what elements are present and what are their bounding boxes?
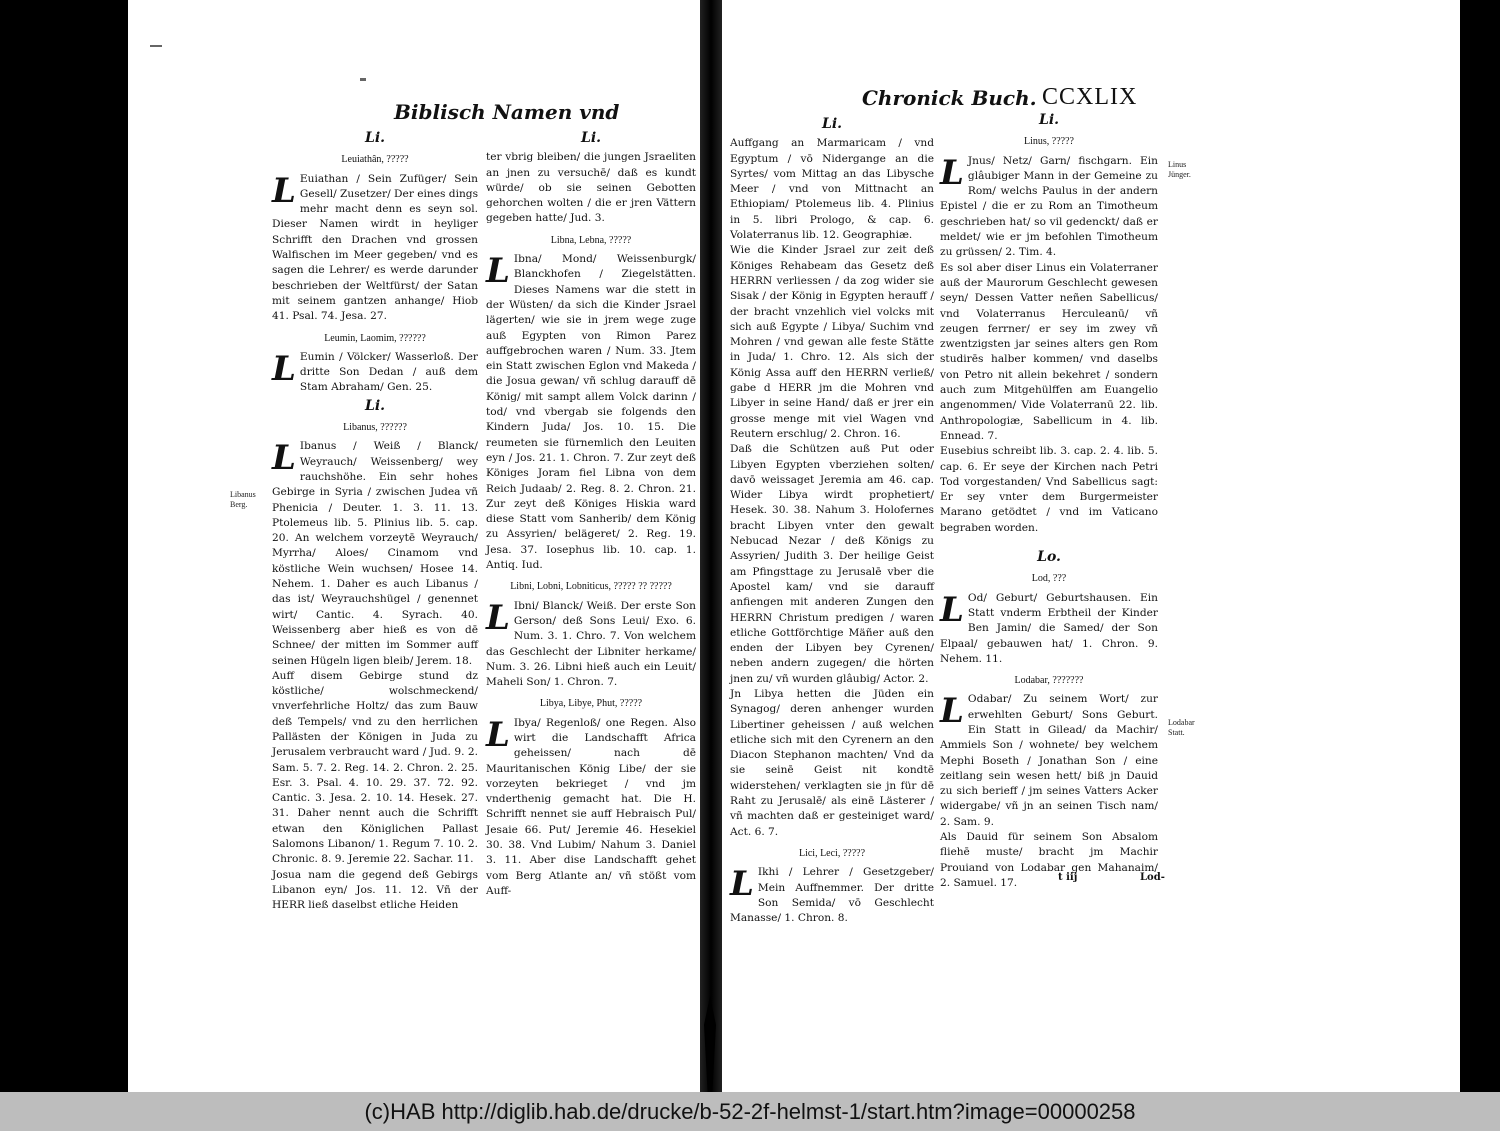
entry-body: Daß die Schützen auß Put oder Libyen Egypten vberziehen solten/ davō weissaget Jeremia am 46. cap. Wider Libya wirdt prophetiert/ Hesek. 30. 38. Nahum 3. Holofernes bracht Libyen vnter den gewalt Nebucad Nezar / deß Königs zu Assyrien/ Judith 3. Der heilige Geist am Pfingsttage zu Jerusalē vber die Apostel kam/ vnd sie darauff anfiengen mit anderen Zungen den HERRN Christum predigen / waren etliche Gottförchtige Mäñer auß den enden der Libyen bey Cyrenen/ neben andern zugegen/ die hörten jnen zu/ vñ wurden glâubig/ Actor. 2.	[730, 443, 934, 685]
entry-body	[940, 591, 1158, 667]
book-gutter	[700, 0, 722, 1092]
drop-initial: L	[940, 691, 964, 732]
right-running-head: Chronick Buch.	[862, 86, 1037, 110]
drop-initial: L	[272, 170, 296, 211]
entry-text: Ibanus / Weiß / Blanck/ Weyrauch/ Weissenberg/ wey rauchshöhe. Ein sehr hohes Gebirge in Syria / zwischen Judea vñ Phenicia / Deuter. 1. 3. 11. 13. Ptolemeus lib. 5. Plinius lib. 5. cap. 20. An welchem vorzeytē Weyrauch/ Myrrha/ Aloes/ Cinamom vnd köstliche Wein wuchsen/ Hosee 14. Nehem. 1. Daher es auch Libanus / das ist/ Weyrauchshügel / genennet wirt/ Cantic. 4. Syrach. 40. Weissenberg aber hieß es von dē Schnee/ der mitten im Sommer auff seinen Hügeln ligen bleib/ Jerem. 18.	[272, 440, 478, 667]
section-heading: Li.	[580, 130, 602, 146]
left-column-1	[272, 128, 478, 914]
folio-number: CCXLIX	[1042, 84, 1138, 110]
entry-body	[272, 172, 478, 325]
entry-text: Euiathan / Sein Zufüger/ Sein Gesell/ Zusetzer/ Der eines dings mehr macht denn es seyn sol. Dieser Namen wirdt in heyliger Schrifft den Drachen vnd grossen Walfischen im Meer gegeben/ vnd es sagen die Lehrer/ es werde darunder beschrieben der Weltfürst/ der Satan mit seinem gantzen anhange/ Hiob 41. Psal. 74. Jesa. 27.	[272, 172, 479, 323]
entry-body	[486, 716, 696, 900]
right-column-2	[940, 110, 1158, 891]
left-running-head: Biblisch Namen vnd	[394, 100, 620, 124]
entry-lemma: Linus, ?????	[1024, 136, 1074, 148]
entry-body: Als Dauid für seinem Son Absalom fliehē muste/ bracht jm Machir Prouiand von Lodabar gen Mahanaim/ 2. Samuel. 17.	[940, 831, 1158, 889]
section-heading: Li.	[364, 397, 386, 414]
entry-body: Auffgang an Marmaricam / vnd Egyptum / vō Nidergange an die Syrtes/ vom Mittag an das Libysche Meer / vnd von Mittnacht an Ethiopiam/ Ptolemeus lib. 4. Plinius in 5. libri Prologo, & cap. 6. Volaterranus lib. 12. Geographiæ.	[730, 137, 934, 242]
drop-initial: L	[486, 597, 510, 638]
margin-note: Lodabar Statt.	[1168, 718, 1195, 737]
scan-speck	[150, 45, 162, 47]
entry-body	[486, 599, 696, 691]
entry-body	[730, 865, 934, 926]
drop-initial: L	[272, 438, 296, 479]
entry-lemma: Libna, Lebna, ?????	[550, 234, 632, 246]
entry-lemma: Lodabar, ???????	[1014, 675, 1084, 687]
entry-body: Auff disem Gebirge stund dz köstliche/ wolschmeckend/ vnverfehrliche Holtz/ das zum Bauw deß Tempels/ vnd zu den herrlichen Pallästen der Königen in Juda zu Jerusalem verbraucht ward / Jud. 9. 2. Sam. 5. 7. 2. Reg. 14. 2. Chron. 2. 25. Esr. 3. Psal. 4. 10. 29. 37. 72. 92. Cantic. 3. Jesa. 2. 10. 14. Hesek. 27. 31. Daher nennt auch die Schrifft etwan den Königlichen Pallast Salomons Libanon/ 1. Regum 7. 10. 2. Chronic. 8. 9. Jeremie 22. Sachar. 11.	[272, 669, 478, 866]
drop-initial: L	[486, 251, 510, 292]
entry-body	[486, 252, 696, 573]
entry-lemma: Libya, Libye, Phut, ?????	[539, 698, 643, 710]
footer-credit: (c)HAB http://diglib.hab.de/drucke/b-52-2f-helmst-1/start.htm?image=00000258	[364, 1098, 1136, 1124]
entry-lemma: Lod, ???	[1031, 573, 1067, 585]
right-edge-shadow	[1460, 0, 1500, 1092]
drop-initial: L	[486, 714, 510, 755]
entry-body: Wie die Kinder Jsrael zur zeit deß Königes Rehabeam das Gesetz deß HERRN verliessen / da zog wider sie Sisak / der König in Egypten herauff / der bracht vnzehlich viel volcks mit sich auß Egypte / Libya/ Suchim vnd Mohren / vnd gewan alle feste Stätte in Juda/ 1. Chro. 12. Als sich der König Assa auff den HERRN verließ/ gabe d HERR jm die Mohren vnd Libyer in seine Hand/ daß er jrer ein grosse menge mit viel Wagen vnd Reutern erschlug/ 2. Chron. 16.	[730, 244, 934, 440]
margin-note: Libanus Berg.	[230, 490, 256, 509]
section-heading: Li.	[1038, 112, 1060, 128]
entry-text: Odabar/ Zu seinem Wort/ zur erwehlten Geburt/ Sons Geburt. Ein Statt in Gilead/ da Machir/ Ammiels Son / wohnete/ bey welchem Mephi Boseth / Jonathan Son / eine zeitlang sein wesen hett/ biß jn Dauid zu sich berieff / jm seines Vatters Acker widergabe/ vñ jn an seinen Tisch nam/ 2. Sam. 9.	[940, 693, 1158, 828]
entry-lemma: Leuiathân, ?????	[341, 154, 409, 166]
entry-text: Jnus/ Netz/ Garn/ fischgarn. Ein glâubiger Mann in der Gemeine zu Rom/ welchs Paulus in der andern Epistel / die er zu Rom an Timotheum geschrieben hat/ so vil gedenckt/ daß er meldet/ wie er jm befohlen Timotheum zu grüssen/ 2. Tim. 4.	[940, 154, 1158, 259]
entry-body	[272, 439, 478, 668]
scan-speck	[360, 78, 366, 81]
entry-lemma: Libni, Lobni, Lobniticus, ????? ?? ?????	[510, 581, 672, 593]
section-heading: Lo.	[1037, 549, 1061, 566]
catchword: Lod-	[1140, 872, 1165, 883]
drop-initial: L	[272, 348, 296, 389]
drop-initial: L	[940, 589, 964, 630]
entry-body	[272, 350, 478, 396]
entry-body: ter vbrig bleiben/ die jungen Jsraeliten an jnen zu versuchē/ daß es kundt würde/ ob sie seinen Gebotten gehorchen wolten / die er jren Vättern gegeben hatte/ Jud. 3.	[486, 151, 696, 225]
section-heading: Li.	[821, 116, 843, 132]
drop-initial: L	[730, 864, 754, 905]
entry-body: Eusebius schreibt lib. 3. cap. 2. 4. lib. 5. cap. 6. Er seye der Kirchen nach Petri Tod vorgestanden/ Vnd Sabellicus sagt: Er sey vnter dem Burgermeister Marano getödtet / vnd im Vaticano begraben worden.	[940, 445, 1158, 534]
right-column-1	[730, 114, 934, 926]
signature-mark: t iij	[1058, 872, 1078, 883]
entry-body: Es sol aber diser Linus ein Volaterraner auß der Maurorum Geschlecht gewesen seyn/ Dessen Vatter neñen Sabellicus/ vnd Volaterranus Herculeanū/ vñ zeugen ferrner/ er sey im zwey vñ zwentzigsten jar seines alters gen Rom studirēs halber kommen/ vnd daselbs von Petro nit allein bekehret / sondern auch zum Mitgehülffen am Euangelio angenommen/ Vide Volaterranū 22. lib. Anthropologiæ, Sabellicum in 4. lib. Ennead. 7.	[940, 261, 1158, 442]
entry-text: Ibna/ Mond/ Weissenburgk/ Blanckhofen / Ziegelstätten. Dieses Namens war die stett in der Wüsten/ da sich die Kinder Jsrael lägerten/ wie sie in jrem wege zuge auß Egypten von Rimon Parez auffgebrochen waren / Num. 33. Jtem ein Statt zwischen Eglon vnd Makeda / die Josua gewan/ vñ schlug darauff dē König/ mit sampt allem Volck darinn / tod/ vnd vbergab sie folgends den Kindern Juda/ Jos. 10. 15. Die reumeten sie fürnemlich den Leuiten eyn / Jos. 21. 1. Chron. 7. Zur zeyt deß Königes Joram fiel Libna von dem Reich Judaab/ 2. Reg. 8. 2. Chron. 21. Zur zeyt deß Königes Hiskia ward diese Statt vom Sanherib/ dem König zu Assyrien/ belägeret/ 2. Reg. 19. Jesa. 37. Iosephus lib. 10. cap. 1. Antiq. Iud.	[486, 253, 696, 572]
entry-text: Ibya/ Regenloß/ one Regen. Also wirt die Landschafft Africa geheissen/ nach dē Mauritanischen König Libe/ der sie vorzeyten bekrieget / vnd jm vnderthenig gemacht hat. Die H. Schrifft nennet sie auff Hebraisch Pul/ Jesaie 66. Put/ Jeremie 46. Hesekiel 30. 38. Vnd Lubim/ Nahum 3. Daniel 3. 11. Aber dise Landschafft gehet vom Berg Atlante an/ vñ stößt vom Auff-	[486, 716, 696, 897]
entry-text: Od/ Geburt/ Geburtshausen. Ein Statt vnderm Erbtheil der Kinder Ben Jamin/ die Samed/ der Son Elpaal/ gebauwen hat/ 1. Chron. 9. Nehem. 11.	[940, 591, 1158, 665]
left-column-2	[486, 128, 696, 899]
entry-text: Ibni/ Blanck/ Weiß. Der erste Son Gerson/ deß Sons Leui/ Exo. 6. Num. 3. 1. Chro. 7. Von welchem das Geschlecht der Libniter herkame/ Num. 3. 26. Libni hieß auch ein Leuit/ Maheli Son/ 1. Chron. 7.	[486, 599, 696, 689]
entry-lemma: Leumin, Laomim, ??????	[324, 332, 426, 344]
entry-body: Jn Libya hetten die Jüden ein Synagog/ deren anhenger wurden Libertiner geheissen / auß welchen etliche sich mit den Cyrenern an den Diacon Stephanon machten/ Vnd da sie seinē Geist nit kondtē widerstehen/ verklagten sie jn für dē Raht zu Jerusalē/ als einē Lästerer / vñ machten daß er gesteiniget ward/ Act. 6. 7.	[730, 687, 934, 838]
entry-body: Josua nam die gegend deß Gebirgs Libanon eyn/ Jos. 11. 12. Vñ der HERR ließ daselbst etliche Heiden	[272, 868, 478, 912]
copyright-footer	[0, 1092, 1500, 1131]
section-heading: Li.	[364, 130, 386, 146]
entry-lemma: Lici, Leci, ?????	[798, 847, 866, 859]
entry-text: Ikhi / Lehrer / Gesetzgeber/ Mein Auffnemmer. Der dritte Son Semida/ vō Geschlecht Manasse/ 1. Chron. 8.	[730, 866, 934, 925]
entry-body	[940, 154, 1158, 261]
drop-initial: L	[940, 152, 964, 193]
entry-text: Eumin / Völcker/ Wasserloß. Der dritte Son Dedan / auß dem Stam Abraham/ Gen. 25.	[299, 350, 478, 394]
margin-note: Linus Jünger.	[1168, 160, 1191, 179]
entry-body	[940, 692, 1158, 830]
entry-lemma: Libanus, ??????	[343, 422, 407, 434]
